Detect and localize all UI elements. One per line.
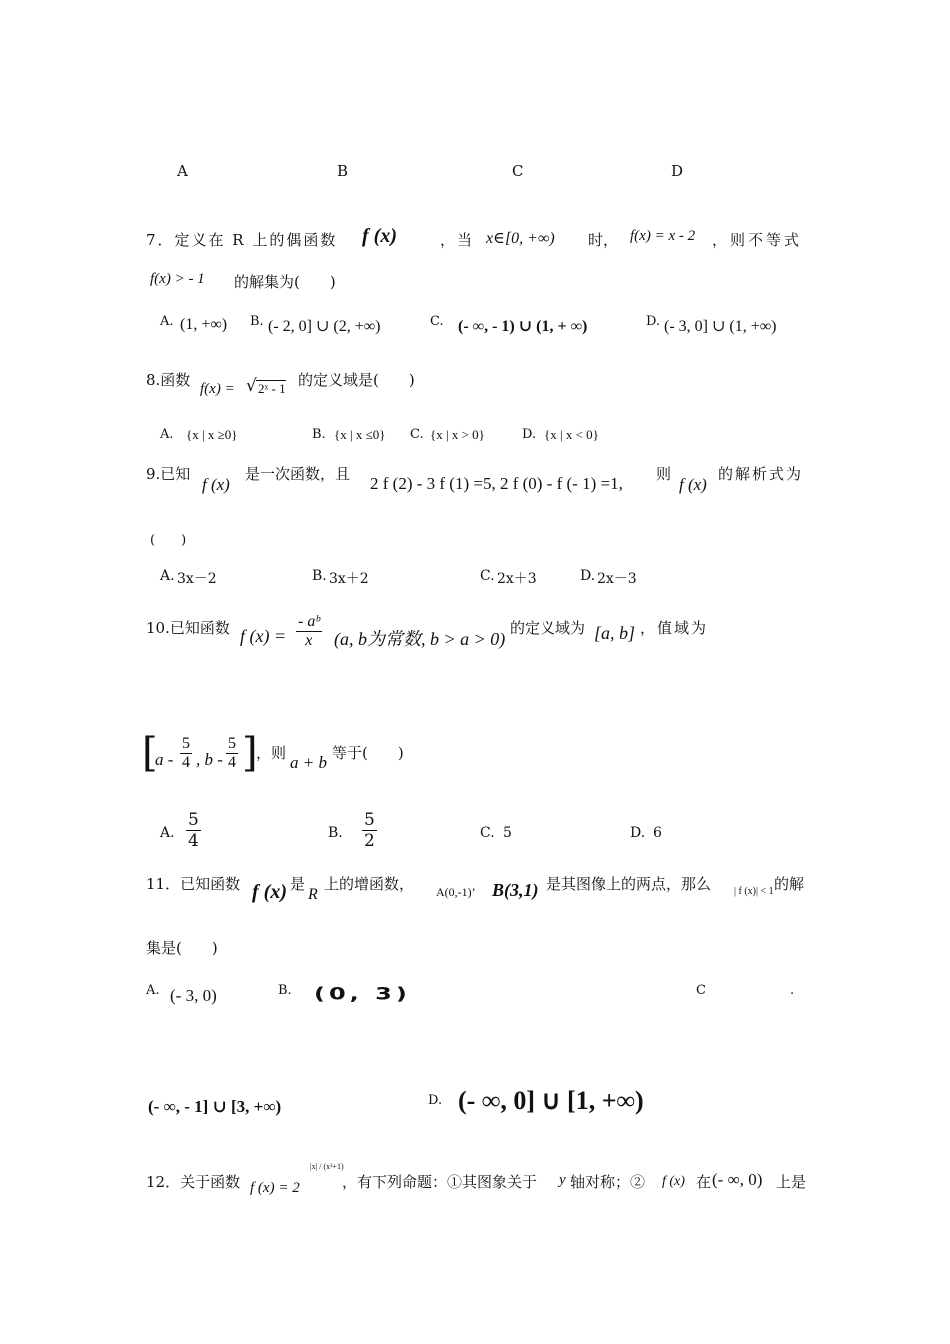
q9-opt-a: 3x－2 <box>177 571 217 587</box>
q7-mid: ，当 <box>440 231 475 249</box>
q10-range-frac-1-den: 4 <box>182 754 190 771</box>
q9-opt-c-label: C. <box>480 568 495 584</box>
q11-opt-d-label: D. <box>428 1093 443 1108</box>
q9-fx: f (x) <box>202 475 230 494</box>
q7-ineq: f(x) > - 1 <box>150 271 205 287</box>
q9-mid: 是一次函数，且 <box>245 465 351 483</box>
q10-then: ，则 <box>256 744 287 762</box>
q10-opt-b-label: B. <box>328 825 343 841</box>
q8-fx: f(x) = <box>200 381 235 397</box>
q12-fx2: f (x) <box>662 1174 685 1189</box>
q10-mid: 的定义域为 <box>510 619 586 637</box>
q7-opt-a-label: A. <box>160 314 174 329</box>
q10-sum: a + b <box>290 753 327 772</box>
q10-opt-c-label: C. <box>480 825 495 841</box>
q11-opt-c-dot: . <box>790 983 795 998</box>
q7-opt-c: (- ∞, - 1) ∪ (1, + ∞) <box>458 318 588 335</box>
q7-time: 时， <box>588 231 619 249</box>
q10-range-a: a - <box>155 750 174 769</box>
q8-opt-d-label: D. <box>522 427 537 442</box>
q10-frac-den: x <box>305 632 313 649</box>
q12-fx: f (x) = 2 <box>250 1180 300 1196</box>
q9-fx2: f (x) <box>679 475 707 494</box>
q7-then: ，则不等式 <box>712 231 803 249</box>
q12-interval: (- ∞, 0) <box>712 1170 763 1189</box>
q11-is: 是 <box>290 875 306 893</box>
q12-axis: 轴对称；② <box>570 1173 646 1191</box>
q11-point-a: A(0,-1)’ <box>436 885 476 899</box>
q8-radicand: 2ˣ - 1 <box>258 381 286 396</box>
q10-domain: [a, b] <box>594 623 636 643</box>
q9-then: 则 <box>656 465 672 483</box>
q7-lead: 7．定义在 R 上的偶函数 <box>146 231 338 249</box>
q11-lead: 11．已知函数 <box>146 875 241 893</box>
q11-mid: 是其图像上的两点，那么 <box>546 875 712 893</box>
q11-abs: | f (x)| < 1 <box>734 886 774 897</box>
q11-point-b: B(3,1) <box>492 880 539 900</box>
q7-domain: x∈[0, +∞) <box>486 230 555 247</box>
q10-opt-d: 6 <box>653 825 662 841</box>
q10-opt-a-frac <box>186 810 201 851</box>
q11-opt-d: (- ∞, 0] ∪ [1, +∞) <box>458 1086 644 1115</box>
q10-opt-b-num: 5 <box>364 810 375 830</box>
q10-cond: (a, b为常数, b > a > 0) <box>334 629 506 649</box>
q10-opt-c: 5 <box>503 825 512 841</box>
q10-opt-a-num: 5 <box>188 810 199 830</box>
q7-opt-a: (1, +∞) <box>180 316 228 333</box>
q12-y: y <box>559 1172 566 1188</box>
q9-lead: 9.已知 <box>146 465 191 483</box>
q7-tail: 的解集为( ) <box>234 273 336 291</box>
q8-opt-a-label: A. <box>160 427 174 442</box>
top-option-d: D <box>671 162 684 180</box>
q7-opt-c-label: C. <box>430 314 444 329</box>
q9-opt-b: 3x＋2 <box>329 571 369 587</box>
q11-R: R <box>308 886 318 903</box>
q8-lead: 8.函数 <box>146 371 191 389</box>
q8-opt-c: {x | x > 0} <box>430 427 485 442</box>
q11-opt-a: (- 3, 0) <box>170 986 217 1005</box>
q10-opt-d-label: D. <box>630 825 646 841</box>
q7-opt-b: (- 2, 0] ∪ (2, +∞) <box>268 318 381 335</box>
q11-opt-b-label: B. <box>278 983 292 998</box>
q10-range-frac-2-num: 5 <box>228 735 236 752</box>
top-option-b: B <box>337 162 349 180</box>
top-option-c: C <box>512 162 524 180</box>
q10-fx: f (x) = <box>240 626 287 646</box>
q10-range-close-bracket-icon: ] <box>242 730 258 776</box>
q9-opt-b-label: B. <box>312 568 327 584</box>
q8-opt-c-label: C. <box>410 427 424 442</box>
q8-opt-d: {x | x < 0} <box>544 427 599 442</box>
q7-fx: f (x) <box>362 225 397 247</box>
q12-exp: |x| / (x²+1) <box>310 1162 344 1171</box>
q11-opt-c: (- ∞, - 1] ∪ [3, +∞) <box>148 1097 282 1116</box>
q10-lead: 10.已知函数 <box>146 619 230 637</box>
q10-fraction <box>296 613 322 650</box>
q10-range-frac-2 <box>226 735 238 772</box>
q10-eq: 等于( ) <box>332 744 404 762</box>
q8-opt-b: {x | x ≤0} <box>334 427 386 442</box>
q8-tail: 的定义域是( ) <box>298 371 415 389</box>
q7-opt-d: (- 3, 0] ∪ (1, +∞) <box>664 318 777 335</box>
q11-tail: 的解 <box>774 875 805 893</box>
q10-opt-b-den: 2 <box>364 831 375 851</box>
q7-opt-d-label: D. <box>646 314 661 329</box>
q7-def: f(x) = x - 2 <box>630 228 696 244</box>
q10-tail: ，值域为 <box>640 619 709 637</box>
q12-in: 在 <box>696 1173 712 1191</box>
q10-opt-a-label: A. <box>160 825 175 841</box>
q11-fx: f (x) <box>252 881 287 903</box>
q10-range-frac-1 <box>180 735 192 772</box>
q9-tail: 的解析式为 <box>718 465 804 483</box>
q9-opt-d-label: D. <box>580 568 596 584</box>
q10-opt-b-frac <box>362 810 377 851</box>
q11-opt-c-label: C <box>696 983 706 998</box>
q10-opt-a-den: 4 <box>188 831 199 851</box>
q11-line2: 集是( ) <box>146 939 218 957</box>
q10-range-frac-2-den: 4 <box>228 754 236 771</box>
q8-opt-a: {x | x ≥0} <box>186 427 238 442</box>
q10-range-open-bracket-icon: [ <box>142 730 158 776</box>
top-option-a: A <box>177 162 188 180</box>
q8-opt-b-label: B. <box>312 427 326 442</box>
q9-cond: 2 f (2) - 3 f (1) =5, 2 f (0) - f (- 1) =1, <box>370 474 623 493</box>
q8-radical-icon: √ <box>246 376 257 396</box>
q11-opt-a-label: A. <box>146 983 160 998</box>
q9-opt-c: 2x＋3 <box>497 571 537 587</box>
q12-tail: 上是 <box>776 1173 807 1191</box>
q7-opt-b-label: B. <box>250 314 264 329</box>
q12-mid: ，有下列命题：①其图象关于 <box>342 1173 538 1191</box>
q12-lead: 12．关于函数 <box>146 1173 241 1191</box>
q10-range-b: , b - <box>196 750 223 769</box>
q11-inc: 上的增函数， <box>324 875 415 893</box>
q11-opt-b: (0, 3) <box>314 984 411 1004</box>
q9-paren: ( ) <box>150 533 187 548</box>
q10-frac-num: - aᵇ <box>298 613 320 630</box>
q10-range-frac-1-num: 5 <box>182 735 190 752</box>
q9-opt-d: 2x－3 <box>597 571 637 587</box>
q9-opt-a-label: A. <box>160 568 175 584</box>
